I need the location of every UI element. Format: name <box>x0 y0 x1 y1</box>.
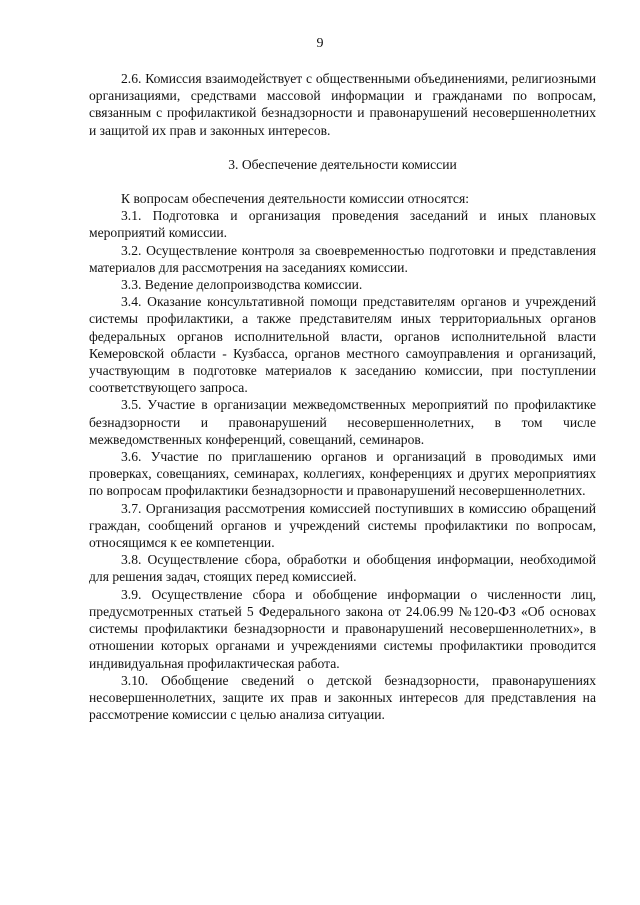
section-heading: 3. Обеспечение деятельности комиссии <box>228 156 457 172</box>
paragraph-3-7: 3.7. Организация рассмотрения комиссией поступивших в комиссию обращений граждан, сообщений органов и учреждений системы профилактики по вопросам, относящимся к ее компетенции. <box>89 500 596 551</box>
paragraph-3-1: 3.1. Подготовка и организация проведения заседаний и иных плановых мероприятий комиссии. <box>89 208 596 241</box>
page-number: 9 <box>316 36 324 51</box>
paragraph-3-5: 3.5. Участие в организации межведомственных мероприятий по профилактике безнадзорности и правонарушений несовершеннолетних, в том числе межведомственных конференций, совещаний, семинаров. <box>89 397 596 447</box>
document-body <box>89 70 596 723</box>
section-lead: К вопросам обеспечения деятельности комиссии относятся: <box>121 191 469 207</box>
paragraph-3-8: 3.8. Осуществление сбора, обработки и обобщения информации, необходимой для решения задач, стоящих перед комиссией. <box>89 552 596 585</box>
paragraph-2-6: 2.6. Комиссия взаимодействует с общественными объединениями, религиозными организациями, средствами массовой информации и гражданами по вопросам, связанным с профилактикой безнадзорности и правонарушений несовершеннолетних и защитой их прав и законных интересов. <box>89 71 596 138</box>
paragraph-3-3: 3.3. Ведение делопроизводства комиссии. <box>121 277 363 293</box>
paragraph-3-4: 3.4. Оказание консультативной помощи представителям органов и учреждений системы профилактики, а также представителям иных территориальных органов федеральных органов исполнительной власти, органов исполнительной власти Кемеровской области - Кузбасса, органов местного самоуправления и организаций, участвующим в подготовке материалов к заседанию комиссии, при поступлении соответствующего запроса. <box>89 294 596 396</box>
paragraph-3-10: 3.10. Обобщение сведений о детской безнадзорности, правонарушениях несовершеннолетних, защите их прав и законных интересов для представления на рассмотрение комиссии с целью анализа ситуации. <box>89 672 596 723</box>
paragraph-3-2: 3.2. Осуществление контроля за своевременностью подготовки и представления материалов для рассмотрения на заседаниях комиссии. <box>89 242 596 275</box>
paragraph-3-9: 3.9. Осуществление сбора и обобщение информации о численности лиц, предусмотренных статьей 5 Федерального закона от 24.06.99 №120-ФЗ «Об основах системы профилактики безнадзорности и правонарушений несовершеннолетних», в отношении которых органами и учреждениями системы профилактики проводится индивидуальная профилактическая работа. <box>89 586 596 671</box>
paragraph-3-6: 3.6. Участие по приглашению органов и организаций в проводимых ими проверках, совещаниях, семинарах, коллегиях, конференциях и других мероприятиях по вопросам профилактики безнадзорности и правонарушений несовершеннолетних. <box>89 449 596 499</box>
